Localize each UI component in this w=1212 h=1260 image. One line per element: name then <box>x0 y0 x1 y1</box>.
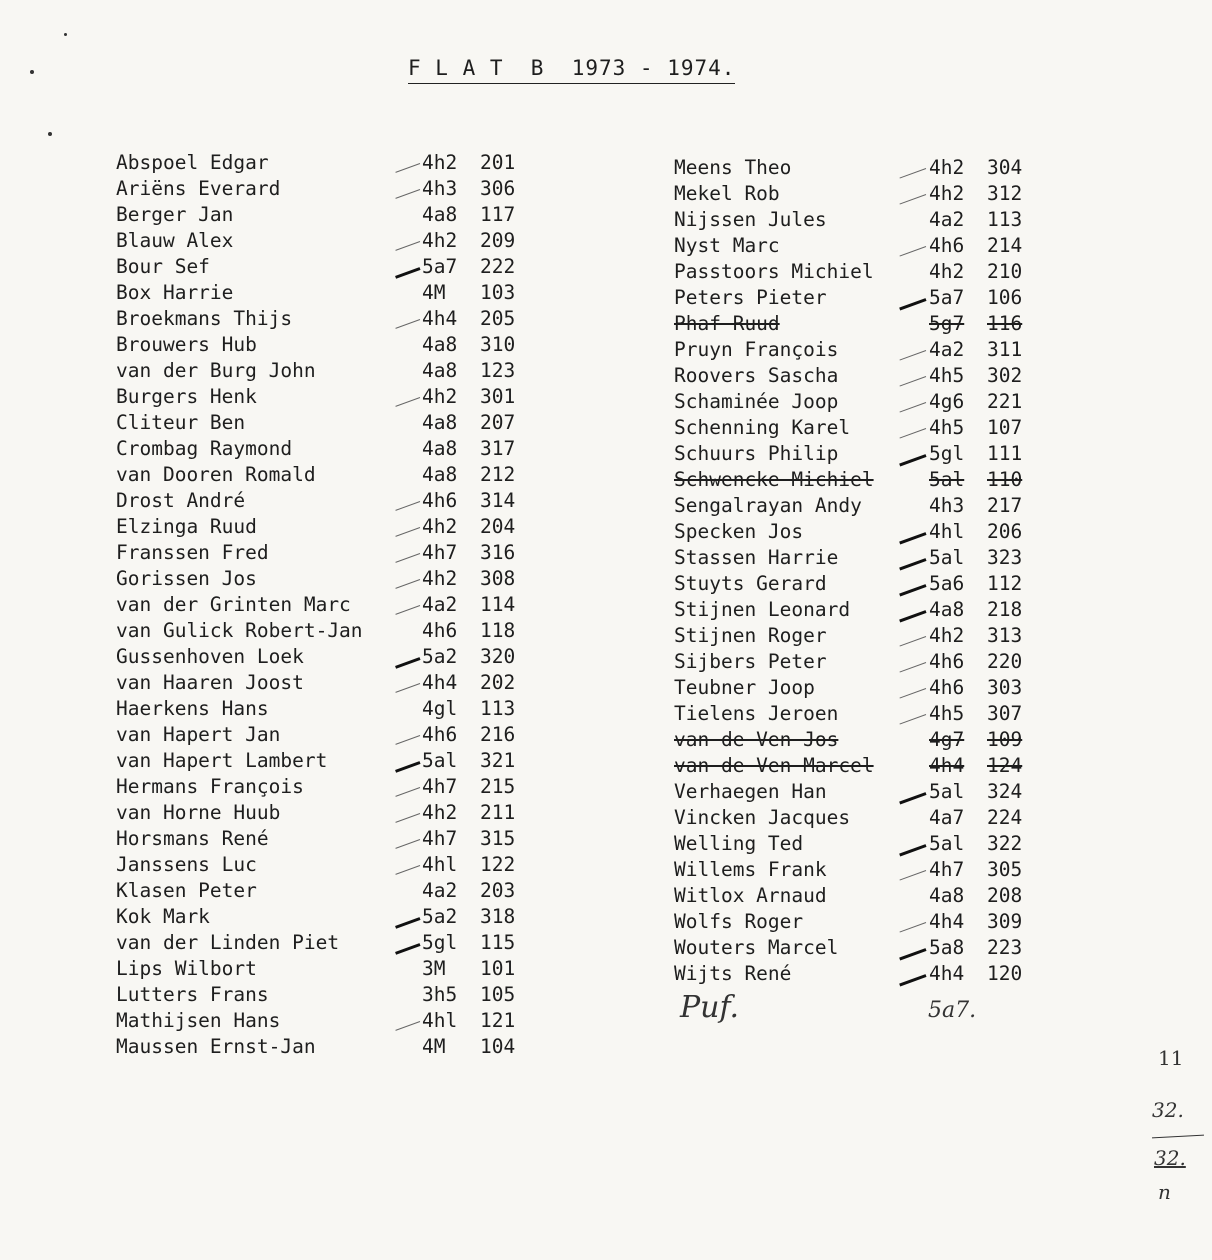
room-number: 210 <box>987 260 1023 283</box>
class-code: 4h3 <box>929 494 965 517</box>
student-name: Mathijsen Hans <box>116 1009 281 1032</box>
student-name: Meens Theo <box>674 156 792 179</box>
student-name: Sijbers Peter <box>674 650 827 673</box>
pencil-check-mark <box>395 163 420 173</box>
room-number: 201 <box>480 151 516 174</box>
class-code: 4a8 <box>929 598 965 621</box>
room-number: 114 <box>480 593 516 616</box>
student-name: Nyst Marc <box>674 234 780 257</box>
room-number: 312 <box>987 182 1023 205</box>
class-code: 4h5 <box>929 364 965 387</box>
class-code: 4h6 <box>929 676 965 699</box>
class-code: 4h2 <box>422 385 458 408</box>
room-number: 218 <box>987 598 1023 621</box>
room-number: 301 <box>480 385 516 408</box>
student-name: Roovers Sascha <box>674 364 839 387</box>
class-code: 5a2 <box>422 645 458 668</box>
class-code: 4a7 <box>929 806 965 829</box>
class-code: 4a2 <box>422 879 458 902</box>
room-number: 115 <box>480 931 516 954</box>
pencil-check-mark <box>395 813 420 823</box>
student-name: Drost André <box>116 489 246 512</box>
student-name: van Hapert Lambert <box>116 749 328 772</box>
pencil-check-mark <box>899 610 926 622</box>
pencil-check-mark <box>899 454 926 466</box>
pencil-check-mark <box>395 319 420 329</box>
class-code: 3M <box>422 957 446 980</box>
student-name: Burgers Henk <box>116 385 257 408</box>
pencil-check-mark <box>395 267 420 279</box>
room-number: 308 <box>480 567 516 590</box>
class-code: 4a8 <box>422 411 458 434</box>
class-code: 4h7 <box>422 827 458 850</box>
room-number: 302 <box>987 364 1023 387</box>
pencil-check-mark <box>395 917 420 929</box>
student-name: Stijnen Leonard <box>674 598 851 621</box>
class-code: 4a2 <box>422 593 458 616</box>
student-name: Mekel Rob <box>674 182 780 205</box>
student-name: van der Linden Piet <box>116 931 340 954</box>
pencil-check-mark <box>900 922 927 933</box>
student-name: Blauw Alex <box>116 229 234 252</box>
student-name: Janssens Luc <box>116 853 257 876</box>
student-name: van Hapert Jan <box>116 723 281 746</box>
student-name: Schuurs Philip <box>674 442 839 465</box>
class-code: 4h7 <box>422 775 458 798</box>
margin-number: 32. <box>1152 1098 1184 1122</box>
room-number: 202 <box>480 671 516 694</box>
class-code: 4h4 <box>422 307 458 330</box>
room-number: 207 <box>480 411 516 434</box>
student-name: Gussenhoven Loek <box>116 645 304 668</box>
pencil-check-mark <box>899 532 926 544</box>
class-code: 4h6 <box>929 234 965 257</box>
class-code: 4h5 <box>929 416 965 439</box>
student-name: Schaminée Joop <box>674 390 839 413</box>
pencil-check-mark <box>395 657 420 669</box>
room-number: 124 <box>987 754 1023 777</box>
pencil-check-mark <box>395 501 420 511</box>
class-code: 4hl <box>929 520 965 543</box>
room-number: 309 <box>987 910 1023 933</box>
room-number: 306 <box>480 177 516 200</box>
student-name: Tielens Jeroen <box>674 702 839 725</box>
class-code: 3h5 <box>422 983 458 1006</box>
class-code: 4h4 <box>929 910 965 933</box>
handwritten-name-note: Puf. <box>680 990 740 1025</box>
margin-number: 11 <box>1158 1046 1184 1070</box>
room-number: 324 <box>987 780 1023 803</box>
pencil-check-mark <box>395 527 420 537</box>
pencil-check-mark <box>395 683 420 693</box>
pencil-check-mark <box>900 402 927 413</box>
pencil-check-mark <box>900 428 927 439</box>
student-name: van der Burg John <box>116 359 316 382</box>
student-name: Gorissen Jos <box>116 567 257 590</box>
room-number: 305 <box>987 858 1023 881</box>
pencil-check-mark <box>900 636 927 647</box>
class-code: 4h2 <box>422 151 458 174</box>
class-code: 4a8 <box>422 463 458 486</box>
student-name: van Horne Huub <box>116 801 281 824</box>
student-name: Schwencke Michiel <box>674 468 874 491</box>
pencil-check-mark <box>900 246 927 257</box>
room-number: 103 <box>480 281 516 304</box>
room-number: 205 <box>480 307 516 330</box>
pencil-check-mark <box>900 168 927 179</box>
student-name: Broekmans Thijs <box>116 307 293 330</box>
margin-number: 32. <box>1154 1146 1186 1170</box>
student-name: Stijnen Roger <box>674 624 827 647</box>
class-code: 4M <box>422 281 446 304</box>
class-code: 4h2 <box>929 260 965 283</box>
room-number: 223 <box>987 936 1023 959</box>
class-code: 4h2 <box>422 801 458 824</box>
pencil-check-mark <box>395 787 420 797</box>
student-name: Welling Ted <box>674 832 804 855</box>
class-code: 4h7 <box>422 541 458 564</box>
student-name: Wouters Marcel <box>674 936 839 959</box>
room-number: 106 <box>987 286 1023 309</box>
class-code: 5al <box>929 832 965 855</box>
student-name: Passtoors Michiel <box>674 260 874 283</box>
room-number: 317 <box>480 437 516 460</box>
paper-speck <box>48 132 52 136</box>
class-code: 4hl <box>422 1009 458 1032</box>
class-code: 5al <box>929 546 965 569</box>
student-name: Lips Wilbort <box>116 957 257 980</box>
room-number: 303 <box>987 676 1023 699</box>
student-name: Phaf Ruud <box>674 312 780 335</box>
pencil-check-mark <box>899 298 926 310</box>
class-code: 4h6 <box>422 723 458 746</box>
room-number: 121 <box>480 1009 516 1032</box>
room-number: 113 <box>480 697 516 720</box>
room-number: 217 <box>987 494 1023 517</box>
pencil-check-mark <box>395 761 420 773</box>
class-code: 4a2 <box>929 338 965 361</box>
room-number: 203 <box>480 879 516 902</box>
room-number: 314 <box>480 489 516 512</box>
class-code: 5a7 <box>422 255 458 278</box>
student-name: van der Grinten Marc <box>116 593 351 616</box>
room-number: 216 <box>480 723 516 746</box>
room-number: 211 <box>480 801 516 824</box>
room-number: 320 <box>480 645 516 668</box>
student-name: van Haaren Joost <box>116 671 304 694</box>
class-code: 4a8 <box>422 359 458 382</box>
student-name: Ariëns Everard <box>116 177 281 200</box>
student-name: van Gulick Robert-Jan <box>116 619 363 642</box>
room-number: 311 <box>987 338 1023 361</box>
room-number: 313 <box>987 624 1023 647</box>
class-code: 4a2 <box>929 208 965 231</box>
student-name: Hermans François <box>116 775 304 798</box>
room-number: 110 <box>987 468 1023 491</box>
pencil-check-mark <box>900 870 927 881</box>
room-number: 113 <box>987 208 1023 231</box>
room-number: 304 <box>987 156 1023 179</box>
pencil-check-mark <box>395 839 420 849</box>
student-name: Elzinga Ruud <box>116 515 257 538</box>
room-number: 221 <box>987 390 1023 413</box>
pencil-check-mark <box>395 1021 420 1031</box>
room-number: 323 <box>987 546 1023 569</box>
class-code: 4h2 <box>929 156 965 179</box>
student-name: van de Ven Jos <box>674 728 839 751</box>
room-number: 111 <box>987 442 1023 465</box>
class-code: 5gl <box>929 442 965 465</box>
room-number: 101 <box>480 957 516 980</box>
class-code: 4h6 <box>422 489 458 512</box>
pencil-check-mark <box>900 688 927 699</box>
class-code: 4a8 <box>422 437 458 460</box>
room-number: 123 <box>480 359 516 382</box>
class-code: 4h2 <box>929 182 965 205</box>
student-name: Nijssen Jules <box>674 208 827 231</box>
pencil-check-mark <box>395 735 420 745</box>
class-code: 4a8 <box>422 203 458 226</box>
room-number: 322 <box>987 832 1023 855</box>
student-name: Schenning Karel <box>674 416 851 439</box>
pencil-check-mark <box>395 553 420 563</box>
room-number: 224 <box>987 806 1023 829</box>
room-number: 215 <box>480 775 516 798</box>
room-number: 204 <box>480 515 516 538</box>
class-code: 5a6 <box>929 572 965 595</box>
class-code: 4h5 <box>929 702 965 725</box>
student-name: Abspoel Edgar <box>116 151 269 174</box>
pencil-check-mark <box>395 579 420 589</box>
student-name: Peters Pieter <box>674 286 827 309</box>
student-name: Berger Jan <box>116 203 234 226</box>
room-number: 220 <box>987 650 1023 673</box>
class-code: 4h4 <box>929 962 965 985</box>
room-number: 206 <box>987 520 1023 543</box>
student-name: Teubner Joop <box>674 676 815 699</box>
student-name: Horsmans René <box>116 827 269 850</box>
student-name: Lutters Frans <box>116 983 269 1006</box>
pencil-check-mark <box>395 241 420 251</box>
student-name: Kok Mark <box>116 905 210 928</box>
pencil-check-mark <box>900 194 927 205</box>
class-code: 5a2 <box>422 905 458 928</box>
class-code: 4h6 <box>929 650 965 673</box>
class-code: 4h2 <box>422 567 458 590</box>
student-name: Crombag Raymond <box>116 437 293 460</box>
room-number: 222 <box>480 255 516 278</box>
student-name: Pruyn François <box>674 338 839 361</box>
class-code: 5al <box>929 780 965 803</box>
pencil-check-mark <box>900 376 927 387</box>
class-code: 4g7 <box>929 728 965 751</box>
student-name: Specken Jos <box>674 520 804 543</box>
class-code: 4h3 <box>422 177 458 200</box>
student-name: van Dooren Romald <box>116 463 316 486</box>
student-name: Stuyts Gerard <box>674 572 827 595</box>
class-code: 4g6 <box>929 390 965 413</box>
room-number: 117 <box>480 203 516 226</box>
margin-divider <box>1152 1135 1204 1139</box>
class-code: 4h4 <box>422 671 458 694</box>
pencil-check-mark <box>900 350 927 361</box>
room-number: 315 <box>480 827 516 850</box>
pencil-check-mark <box>395 865 420 875</box>
pencil-check-mark <box>395 189 420 199</box>
room-number: 214 <box>987 234 1023 257</box>
student-name: Witlox Arnaud <box>674 884 827 907</box>
room-number: 118 <box>480 619 516 642</box>
student-name: Willems Frank <box>674 858 827 881</box>
margin-number: n <box>1158 1180 1171 1204</box>
student-name: Bour Sef <box>116 255 210 278</box>
student-name: Franssen Fred <box>116 541 269 564</box>
class-code: 4h2 <box>929 624 965 647</box>
class-code: 5gl <box>422 931 458 954</box>
student-name: Sengalrayan Andy <box>674 494 862 517</box>
pencil-check-mark <box>395 943 420 955</box>
room-number: 318 <box>480 905 516 928</box>
class-code: 4h7 <box>929 858 965 881</box>
pencil-check-mark <box>899 974 926 986</box>
room-number: 307 <box>987 702 1023 725</box>
student-name: Vincken Jacques <box>674 806 851 829</box>
paper-speck <box>64 33 67 36</box>
class-code: 5al <box>422 749 458 772</box>
room-number: 209 <box>480 229 516 252</box>
room-number: 316 <box>480 541 516 564</box>
room-number: 107 <box>987 416 1023 439</box>
pencil-check-mark <box>900 714 927 725</box>
class-code: 5a8 <box>929 936 965 959</box>
class-code: 4gl <box>422 697 458 720</box>
room-number: 321 <box>480 749 516 772</box>
room-number: 116 <box>987 312 1023 335</box>
class-code: 4hl <box>422 853 458 876</box>
room-number: 310 <box>480 333 516 356</box>
room-number: 212 <box>480 463 516 486</box>
class-code: 4M <box>422 1035 446 1058</box>
student-name: Box Harrie <box>116 281 234 304</box>
pencil-check-mark <box>899 948 926 960</box>
paper-speck <box>30 70 34 74</box>
student-name: Haerkens Hans <box>116 697 269 720</box>
room-number: 104 <box>480 1035 516 1058</box>
student-name: Cliteur Ben <box>116 411 246 434</box>
student-name: Verhaegen Han <box>674 780 827 803</box>
room-number: 105 <box>480 983 516 1006</box>
pencil-check-mark <box>899 584 926 596</box>
class-code: 5a7 <box>929 286 965 309</box>
student-name: Klasen Peter <box>116 879 257 902</box>
pencil-check-mark <box>395 605 420 615</box>
pencil-check-mark <box>900 662 927 673</box>
class-code: 4a8 <box>422 333 458 356</box>
pencil-check-mark <box>395 397 420 407</box>
student-name: Maussen Ernst-Jan <box>116 1035 316 1058</box>
page-title: F L A T B 1973 - 1974. <box>408 56 735 84</box>
student-name: Stassen Harrie <box>674 546 839 569</box>
class-code: 4h4 <box>929 754 965 777</box>
class-code: 5g7 <box>929 312 965 335</box>
student-name: Wijts René <box>674 962 792 985</box>
class-code: 4h6 <box>422 619 458 642</box>
room-number: 122 <box>480 853 516 876</box>
class-code: 4h2 <box>422 515 458 538</box>
room-number: 120 <box>987 962 1023 985</box>
class-code: 4a8 <box>929 884 965 907</box>
class-code: 4h2 <box>422 229 458 252</box>
pencil-check-mark <box>899 558 926 570</box>
student-name: van de Ven Marcel <box>674 754 874 777</box>
room-number: 208 <box>987 884 1023 907</box>
pencil-check-mark <box>899 844 926 856</box>
room-number: 112 <box>987 572 1023 595</box>
pencil-check-mark <box>899 792 926 804</box>
handwritten-code-note: 5a7. <box>928 998 977 1023</box>
student-name: Brouwers Hub <box>116 333 257 356</box>
room-number: 109 <box>987 728 1023 751</box>
class-code: 5al <box>929 468 965 491</box>
student-name: Wolfs Roger <box>674 910 804 933</box>
